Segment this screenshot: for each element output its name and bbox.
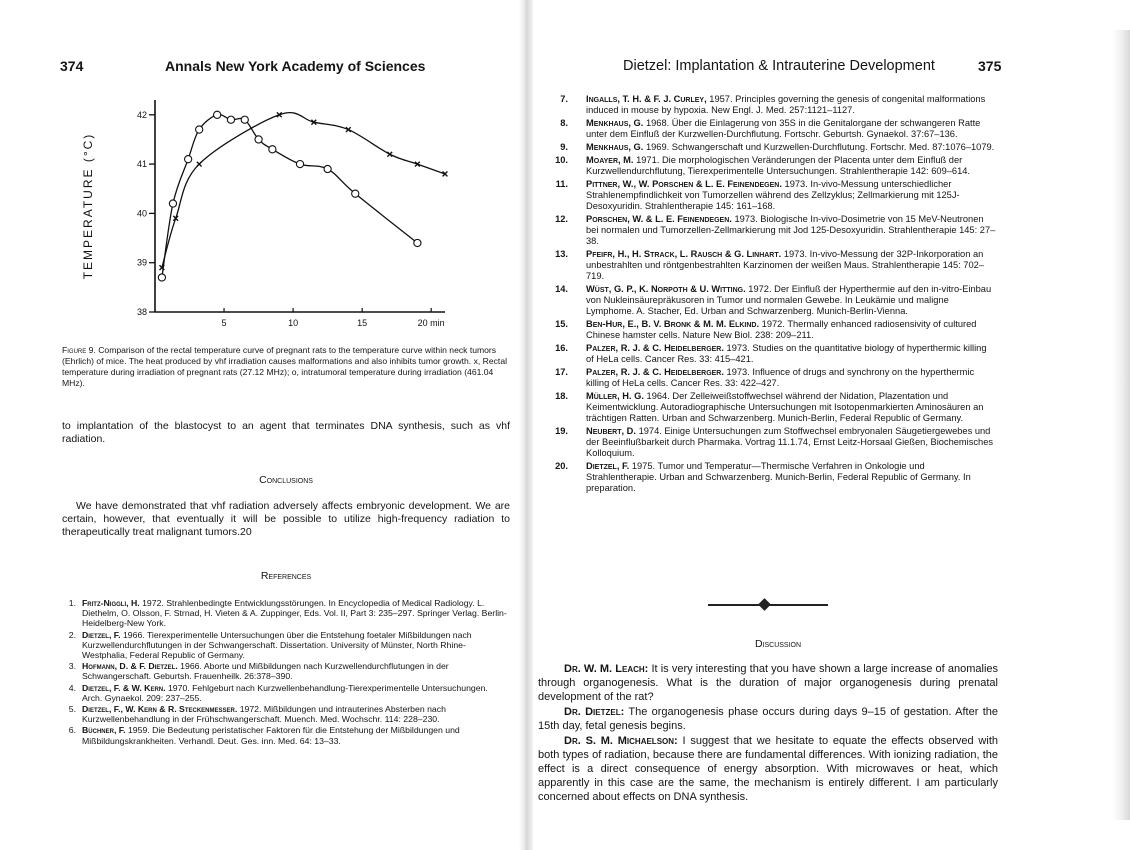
reference-number: 6. — [68, 725, 76, 736]
reference-text: 1973. In-vivo-Messung der 32P-Inkorporation an unbestrahlten und röntgenbestrahlten Karzinomen der weißen Maus. Strahlentherapie 145: 702–719. — [586, 249, 984, 281]
reference-number: 13. — [555, 249, 568, 259]
reference-text: 1973. Biologische In-vivo-Dosimetrie von 15 MeV-Neutronen bei normalen und Tumorzellen-Zellmarkierung mit Jod 125-Desoxyuridin. Strahlentherapie 145: 27–38. — [586, 214, 996, 246]
reference-item — [528, 461, 996, 494]
series-line — [162, 114, 417, 277]
reference-number: 14. — [555, 284, 568, 294]
reference-list — [62, 598, 510, 747]
reference-item — [528, 249, 996, 282]
reference-number: 8. — [560, 118, 568, 128]
right-page — [528, 0, 1130, 850]
reference-authors: Müller, H. G. — [586, 391, 644, 401]
reference-item — [62, 598, 510, 629]
series-line — [162, 113, 445, 268]
data-point-circle — [296, 160, 303, 167]
data-point-circle — [169, 200, 176, 207]
reference-authors: Dietzel, F. — [586, 461, 630, 471]
page-number: 374 — [60, 58, 84, 74]
data-point-circle — [255, 136, 262, 143]
reference-authors: Moayer, M. — [586, 155, 634, 165]
discussion-turn — [538, 734, 998, 804]
reference-authors: Fritz-Niggli, H. — [82, 598, 140, 608]
running-head: Annals New York Academy of Sciences — [165, 58, 426, 74]
y-tick-label: 39 — [136, 257, 147, 268]
conclusions-heading: Conclusions — [259, 474, 313, 486]
speech: It is very interesting that you have shown a large increase of anomalies through organogenesis. What is the duration of major organogenesis during prenatal development of the rat? — [538, 663, 999, 703]
reference-authors: Ben-Hur, E., B. V. Bronk & M. M. Elkind. — [586, 319, 760, 329]
reference-number: 4. — [68, 682, 76, 693]
reference-item — [62, 661, 510, 681]
reference-text: 1968. Über die Einlagerung von 35S in die Genitalorgane der schwangeren Ratte unter dem Einfluß der Kurzwellen-Durchflutung. Fortschr. Geburtsh. Gynaekol. 37:67–136. — [586, 118, 981, 139]
speaker: Dr. S. M. Michaelson: — [564, 735, 678, 747]
speaker: Dr. Dietzel: — [564, 706, 625, 718]
reference-number: 12. — [555, 214, 568, 224]
reference-item — [62, 704, 510, 724]
reference-text: 1974. Einige Untersuchungen zum Stoffwechsel embryonalen Säugetiergewebes und der Beeinflußbarkeit durch Pharmaka. Vortrag 11.1.74, Ernst Leitz-Horsaal Gießen, Biochemisches Kolloquium. — [586, 426, 994, 458]
reference-authors: Dietzel, F. & W. Kern. — [82, 682, 166, 693]
caption-text: Comparison of the rectal temperature curve of pregnant rats to the temperature curve within neck tumors (Ehrlich) of mice. The heat produced by vhf irradiation causes malformations and also inhibits tumor growth. x, Rectal temperature during irradiation of pregnant rats (27.12 MHz); o, intratumoral temperature during irradiation (461.04 MHz). — [62, 345, 508, 388]
reference-text: 1972. Der Einfluß der Hyperthermie auf den in-vitro-Einbau von Nukleinsäurepräkusoren in Tumor und normalen Gewebe. In Leukämie und maligne Lymphome. A. Stacher, Ed. Urban and Schwarzenberg. Munich-Berlin-Vienna. — [586, 284, 992, 316]
y-tick-label: 41 — [136, 159, 147, 170]
reference-authors: Menkhaus, G. — [586, 118, 644, 128]
conclusions-text: We have demonstrated that vhf radiation adversely affects embryonic development. We are certain, however, that eventually it will be possible to utilize high-frequency radiation to therapeutically treat malignant tumors.20 — [62, 500, 510, 538]
reference-number: 10. — [555, 155, 568, 165]
y-tick-label: 40 — [136, 208, 147, 219]
reference-number: 11. — [555, 179, 568, 189]
reference-authors: Porschen, W. & L. E. Feinendegen. — [586, 214, 732, 224]
reference-item — [528, 214, 996, 247]
data-point-circle — [352, 190, 359, 197]
reference-text: 1973. In-vivo-Messung unterschiedlicher Strahlenempfindlichkeit von Tumorzellen während des Zellzyklus; Zellmarkierung mit 125J-Desoxyuridin. Strahlentherapie 145: 161–168. — [586, 179, 960, 211]
reference-authors: Pittner, W., W. Porschen & L. E. Feinendegen. — [586, 179, 782, 189]
data-point-circle — [324, 165, 331, 172]
reference-item — [62, 630, 510, 661]
reference-item — [528, 155, 996, 177]
reference-number: 15. — [555, 319, 568, 329]
data-point-circle — [414, 239, 421, 246]
reference-item — [528, 391, 996, 424]
reference-authors: Palzer, R. J. & C. Heidelberger. — [586, 367, 724, 377]
reference-text: 1975. Tumor und Temperatur—Thermische Verfahren in Onkologie und Strahlentherapie. Urban and Schwarzenberg. Munich-Berlin, Federal Republic of Germany. In preparation. — [586, 461, 971, 493]
speech: The organogenesis phase occurs during days 9–15 of gestation. After the 15th day, fetal genesis begins. — [538, 706, 998, 732]
y-tick-label: 42 — [136, 109, 147, 120]
x-tick-label: 5 — [221, 318, 227, 328]
reference-authors: Palzer, R. J. & C. Heidelberger. — [586, 343, 724, 353]
reference-text: 1966. Tierexperimentelle Untersuchungen über die Entstehung foetaler Mißbildungen nach Kurzwellendurchflutungen in der Schwangerschaft. Dissertation. University of Münster, North Rhine-Westphalia, Federal Republic of Germany. — [82, 629, 472, 661]
reference-text: 1957. Principles governing the genesis of congenital malformations induced in mouse by hypoxia. New Engl. J. Med. 257:1121–1127. — [586, 94, 986, 115]
reference-number: 2. — [68, 629, 76, 640]
reference-item — [528, 343, 996, 365]
data-point-circle — [185, 156, 192, 163]
running-head: Dietzel: Implantation & Intrauterine Development — [623, 58, 935, 74]
reference-authors: Neubert, D. — [586, 426, 636, 436]
speech: I suggest that we hesitate to equate the effects observed with both types of radiation, because there are fundamental differences. With ionizing radiation, the effect is a direct consequence of energy absorption. With microwaves or heat, which apparently in this case are the same, the mechanism is entirely different. I am particularly concerned about effects on DNA synthesis. — [538, 735, 998, 803]
reference-item — [528, 367, 996, 389]
data-point-circle — [158, 274, 165, 281]
left-page — [0, 0, 520, 850]
reference-text: 1973. Influence of drugs and synchrony on the hyperthermic killing of HeLa cells. Cancer Res. 33: 422–427. — [586, 367, 975, 388]
reference-authors: Ingalls, T. H. & F. J. Curley, — [586, 94, 707, 104]
x-tick-label: 20 min — [417, 318, 445, 328]
reference-text: 1970. Fehlgeburt nach Kurzwellenbehandlung-Tierexperimentelle Untersuchungen. Arch. Gynaekol. 209: 237–255. — [82, 682, 488, 703]
speaker: Dr. W. M. Leach: — [564, 663, 649, 675]
data-point-cross — [197, 162, 202, 167]
references-heading: References — [260, 570, 312, 582]
reference-authors: Menkhaus, G. — [586, 142, 644, 152]
reference-authors: Wüst, G. P., K. Norpoth & U. Witting. — [586, 284, 746, 294]
discussion-turn — [538, 705, 998, 733]
reference-number: 1. — [68, 598, 76, 608]
reference-item — [528, 142, 996, 153]
reference-item — [528, 319, 996, 341]
reference-text: 1972. Thermally enhanced radiosensivity of cultured Chinese hamster cells. Nature New Biol. 238: 209–211. — [586, 319, 977, 340]
reference-authors: Dietzel, F., W. Kern & R. Steckenmesser. — [82, 704, 238, 715]
reference-number: 3. — [68, 661, 76, 672]
data-point-cross — [387, 152, 392, 157]
reference-number: 16. — [555, 343, 568, 353]
page-number: 375 — [978, 58, 1002, 74]
reference-number: 5. — [68, 704, 76, 715]
reference-text: 1972. Mißbildungen und intrauterines Absterben nach Kurzwellenbehandlung in der Frühschwangerschaft. Muench. Med. Wochschr. 114: 228–230. — [82, 704, 446, 725]
reference-authors: Büchner, F. — [82, 725, 126, 736]
x-tick-label: 15 — [357, 318, 368, 328]
reference-item — [528, 118, 996, 140]
caption-label: Figure 9. — [62, 345, 96, 355]
data-point-circle — [227, 116, 234, 123]
reference-text: 1972. Strahlenbedingte Entwicklungsstörungen. In Encyclopedia of Medical Radiology. L. Diethelm, O. Olsson, F. Strnad, H. Vieten & A. Zuppinger, Eds. Vol. II, Part 3: 235–297. Springer Verlag. Berlin-Heidelberg-New York. — [82, 598, 507, 629]
reference-text: 1973. Studies on the quantitative biology of hyperthermic killing of HeLa cells. Cancer Res. 33: 415–421. — [586, 343, 987, 364]
reference-item — [62, 725, 510, 745]
reference-number: 7. — [560, 94, 568, 104]
data-point-circle — [269, 146, 276, 153]
data-point-circle — [196, 126, 203, 133]
reference-authors: Dietzel, F. — [82, 629, 121, 640]
x-tick-label: 10 — [288, 318, 299, 328]
data-point-circle — [241, 116, 248, 123]
reference-authors: Pfeifr, H., H. Strack, L. Rausch & G. Linhart. — [586, 249, 782, 259]
reference-item — [528, 284, 996, 317]
reference-text: 1969. Schwangerschaft und Kurzwellen-Durchflutung. Fortschr. Med. 87:1076–1079. — [645, 142, 995, 152]
discussion-heading: Discussion — [754, 638, 802, 650]
reference-number: 19. — [555, 426, 568, 436]
reference-text: 1959. Die Bedeutung peristatischer Faktoren für die Entstehung der Mißbildungen und Mißbildungskrankheiten. Verhandl. Deut. Ges. inn. Med. 64: 13–33. — [82, 725, 460, 746]
reference-number: 18. — [555, 391, 568, 401]
reference-number: 20. — [555, 461, 568, 471]
rule-ornament — [758, 598, 771, 611]
temperature-chart — [60, 88, 510, 343]
discussion-turn — [538, 662, 998, 704]
reference-text: 1966. Aborte und Mißbildungen nach Kurzwellendurchflutungen in der Schwangerschaft. Geburtsh. Frauenheilk. 26:378–390. — [82, 661, 449, 682]
reference-number: 9. — [560, 142, 568, 152]
reference-text: 1971. Die morphologischen Veränderungen der Placenta unter dem Einfluß der Kurzwellendurchflutung, Tierexperimentelle Untersuchungen. Strahlentherapie 142: 609–614. — [586, 155, 971, 176]
discussion — [538, 662, 998, 805]
body-paragraph: to implantation of the blastocyst to an agent that terminates DNA synthesis, such as vhf radiation. — [62, 420, 510, 445]
reference-item — [528, 179, 996, 212]
reference-item — [62, 683, 510, 703]
reference-authors: Hofmann, D. & F. Dietzel. — [82, 661, 178, 672]
reference-number: 17. — [555, 367, 568, 377]
reference-text: 1964. Der Zelleiweißstoffwechsel während der Nidation, Plazentation und Keimentwicklung. Autoradiographische Untersuchungen mit Isotopenmarkierten Aminosäuren an trächtigen Ratten. Urban and Schwarzenberg. Munich-Berlin, Federal Republic of Germany. — [586, 391, 984, 423]
reference-list — [528, 94, 996, 496]
y-axis-label: TEMPERATURE (°C) — [81, 132, 95, 280]
figure-caption — [62, 345, 510, 389]
y-tick-label: 38 — [136, 307, 147, 317]
reference-item — [528, 94, 996, 116]
reference-item — [528, 426, 996, 459]
data-point-circle — [214, 111, 221, 118]
